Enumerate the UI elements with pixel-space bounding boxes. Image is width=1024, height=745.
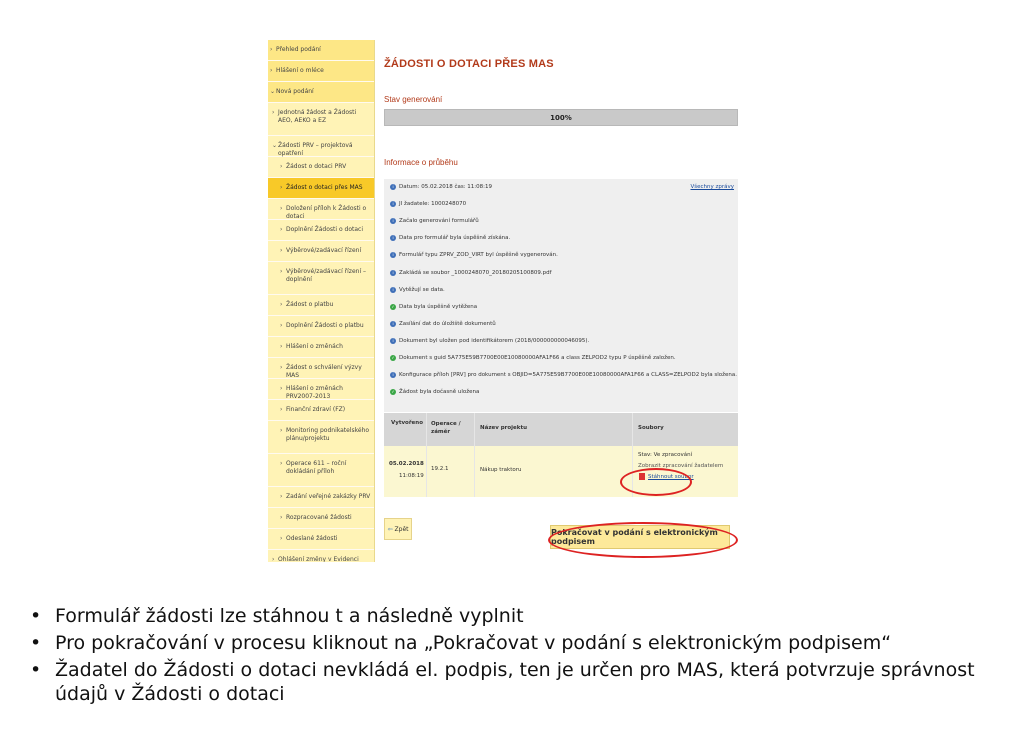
info-icon: i <box>390 201 396 207</box>
sidebar-item-label: Doplnění Žádosti o dotaci <box>286 226 364 233</box>
chevron-icon: › <box>280 385 283 392</box>
info-icon: i <box>390 235 396 241</box>
log-entry-text: Žádost byla dočasně uložena <box>399 389 480 396</box>
header-created: Vytvořeno <box>391 420 423 426</box>
log-entry <box>390 287 445 293</box>
chevron-icon: › <box>272 109 275 116</box>
cell-operation: 19.2.1 <box>431 466 449 472</box>
sidebar-item-label: Žádost o platbu <box>286 301 334 308</box>
info-icon: i <box>390 287 396 293</box>
log-entry-text: Dokument s guid 5A775E59B7700E00E10080000AFA1F66 a class ZELPOD2 typu P úspěšně založen. <box>399 355 676 361</box>
bullet-dot-icon: • <box>30 605 42 627</box>
cell-status-note: Zobrazit zpracování žadatelem <box>638 463 724 469</box>
success-check-icon: ✓ <box>391 355 395 360</box>
all-messages-link[interactable]: Všechny zprávy <box>690 184 734 190</box>
info-icon: i <box>390 270 396 276</box>
log-entry-text: Zasílání dat do úložiště dokumentů <box>399 320 496 327</box>
sidebar-item[interactable] <box>268 157 374 178</box>
log-entry <box>390 304 477 310</box>
bullet-dot-icon: • <box>30 659 42 681</box>
header-files: Soubory <box>638 425 664 431</box>
log-entry-text: Vytěžují se data. <box>399 286 445 293</box>
chevron-icon: ⌄ <box>270 88 276 95</box>
chevron-icon: › <box>270 46 273 53</box>
sidebar-item-label: Doplnění Žádosti o platbu <box>286 322 364 329</box>
log-entry <box>390 321 496 327</box>
generation-section-title: Stav generování <box>384 95 443 104</box>
log-entry <box>390 184 492 190</box>
sidebar-item[interactable] <box>268 136 374 157</box>
cell-date: 05.02.2018 <box>389 461 424 467</box>
back-button-label: Zpět <box>394 525 409 533</box>
column-divider <box>474 413 475 497</box>
log-entry-text: JI žadatele: 1000248070 <box>399 201 467 208</box>
log-entry <box>390 270 552 276</box>
log-entry <box>390 235 510 241</box>
page-title: ŽÁDOSTI O DOTACI PŘES MAS <box>384 58 554 70</box>
download-file-link[interactable]: Stáhnout soubor <box>648 474 694 480</box>
chevron-icon: › <box>280 247 283 254</box>
chevron-icon: › <box>280 301 283 308</box>
chevron-icon: › <box>280 535 283 542</box>
left-navigation <box>268 40 375 562</box>
info-icon: i <box>390 321 396 327</box>
info-icon: i <box>390 372 396 378</box>
bullet-item <box>30 604 1020 628</box>
sidebar-item-label: Žádost o dotaci PRV <box>286 163 347 170</box>
bullet-dot-icon: • <box>30 632 42 654</box>
sidebar-item[interactable] <box>268 262 374 295</box>
log-entry <box>390 355 676 361</box>
sidebar-item[interactable] <box>268 220 374 241</box>
log-entry-text: Začalo generování formulářů <box>399 218 479 225</box>
continue-with-e-signature-button[interactable]: Pokračovat v podání s elektronickým podpisem <box>550 525 730 549</box>
sidebar-item-label: Monitoring podnikatelského plánu/projektu <box>286 427 370 442</box>
sidebar-item[interactable] <box>268 400 374 421</box>
sidebar-item[interactable] <box>268 40 374 61</box>
back-arrow-icon: ⇦ <box>387 525 393 533</box>
sidebar-item-label: Nová podání <box>276 88 314 95</box>
log-entry-text: Formulář typu ZPRV_ZOD_VIRT byl úspěšně vygenerován. <box>399 252 558 259</box>
sidebar-item-label: Žádost o dotaci přes MAS <box>286 184 363 191</box>
sidebar-item-label: Odeslané žádosti <box>286 535 338 542</box>
instruction-bullets <box>30 604 1020 709</box>
table-header <box>384 413 738 446</box>
sidebar-item-label: Výběrové/zadávací řízení – doplnění <box>286 268 367 283</box>
chevron-icon: › <box>280 460 283 467</box>
sidebar-item[interactable] <box>268 61 374 82</box>
cell-time: 11:08:19 <box>399 473 424 479</box>
sidebar-item[interactable] <box>268 103 374 136</box>
success-check-icon: ✓ <box>391 389 395 395</box>
back-button[interactable] <box>384 518 412 540</box>
chevron-icon: › <box>280 163 283 170</box>
info-icon: i <box>390 184 396 190</box>
chevron-icon: › <box>280 427 283 434</box>
log-entry <box>390 252 558 258</box>
sidebar-item-label: Rozpracované žádosti <box>286 514 352 521</box>
log-entry-text: Datum: 05.02.2018 čas: 11:08:19 <box>399 184 493 190</box>
highlight-oval-continue <box>548 522 738 558</box>
sidebar-item[interactable] <box>268 316 374 337</box>
chevron-icon: › <box>280 406 283 413</box>
chevron-icon: › <box>280 493 283 500</box>
sidebar-item[interactable] <box>268 487 374 508</box>
log-entry <box>390 372 737 378</box>
sidebar-item[interactable] <box>268 199 374 220</box>
sidebar-item-label: Žádosti PRV – projektová opatření <box>278 142 353 157</box>
highlight-oval-download <box>620 468 692 496</box>
chevron-icon: › <box>280 184 283 191</box>
sidebar-item-label: Hlášení o změnách PRV2007-2013 <box>286 385 343 400</box>
info-section-title: Informace o průběhu <box>384 158 458 167</box>
bullet-text: Formulář žádosti lze stáhnou t a následně vyplnit <box>55 605 524 627</box>
log-entry <box>390 218 479 224</box>
chevron-icon: › <box>280 343 283 350</box>
sidebar-item[interactable] <box>268 454 374 487</box>
sidebar-item-label: Finanční zdraví (FZ) <box>286 406 346 413</box>
sidebar-item[interactable] <box>268 421 374 454</box>
log-entry-text: Data byla úspěšně vytěžena <box>399 303 478 310</box>
sidebar-item[interactable] <box>268 178 374 199</box>
chevron-icon: › <box>280 268 283 275</box>
log-entry-text: Data pro formulář byla úspěšně získána. <box>399 235 511 242</box>
log-entry <box>390 201 466 207</box>
chevron-icon: › <box>270 67 273 74</box>
sidebar-item-label: Výběrové/zadávací řízení <box>286 247 362 254</box>
chevron-icon: › <box>280 364 283 371</box>
chevron-icon: › <box>280 205 283 212</box>
header-operation: Operace / záměr <box>431 421 461 435</box>
cell-project: Nákup traktoru <box>480 467 522 473</box>
log-entry <box>390 389 479 395</box>
sidebar-item[interactable] <box>268 241 374 262</box>
bullet-item <box>30 631 1020 655</box>
chevron-icon: › <box>280 226 283 233</box>
sidebar-item-label: Přehled podání <box>276 46 321 53</box>
log-entry-text: Zakládá se soubor _1000248070_20180205100809.pdf <box>399 269 552 276</box>
bullet-text: Žadatel do Žádosti o dotaci nevkládá el. podpis, ten je určen pro MAS, která potvrzuje správnost údajů v Žádosti o dotaci <box>55 659 975 705</box>
sidebar-item[interactable] <box>268 82 374 103</box>
header-project-name: Název projektu <box>480 425 527 431</box>
sidebar-item[interactable] <box>268 550 374 562</box>
sidebar-item-label: Jednotná žádost a Žádosti AEO, AEKO a EZ <box>278 109 357 124</box>
sidebar-item[interactable] <box>268 529 374 550</box>
sidebar-item-label: Hlášení o mléce <box>276 67 324 74</box>
generation-progress-bar <box>384 109 738 126</box>
success-check-icon: ✓ <box>391 303 395 309</box>
sidebar-item[interactable] <box>268 379 374 400</box>
info-icon: i <box>390 338 396 344</box>
log-entry <box>390 338 589 344</box>
bullet-item <box>30 658 1020 706</box>
log-entry-text: Dokument byl uložen pod identifikátorem (2018/000000000046095). <box>399 337 590 344</box>
chevron-icon: › <box>280 514 283 521</box>
sidebar-item-label: Hlášení o změnách <box>286 343 343 350</box>
chevron-icon: › <box>272 556 275 562</box>
chevron-icon: › <box>280 322 283 329</box>
bullet-text: Pro pokračování v procesu kliknout na „Pokračovat v podání s elektronickým podpisem“ <box>55 632 892 654</box>
log-entry-text: Konfigurace příloh [PRV] pro dokument s OBJID=5A775E59B7700E00E10080000AFA1F66 a CLASS=ZELPOD2 byla složena. <box>399 372 738 379</box>
progress-log <box>384 179 738 412</box>
sidebar-item-label: Žádost o schválení výzvy MAS <box>286 364 362 379</box>
sidebar-item-label: Zadání veřejné zakázky PRV <box>286 493 371 500</box>
sidebar-item[interactable] <box>268 337 374 358</box>
cell-status: Stav: Ve zpracování <box>638 452 693 458</box>
sidebar-item[interactable] <box>268 358 374 379</box>
sidebar-item-label: Doložení příloh k Žádosti o dotaci <box>286 205 367 220</box>
chevron-icon: ⌄ <box>272 142 278 149</box>
info-icon: i <box>390 218 396 224</box>
sidebar-item-label: Operace 611 – roční dokládání příloh <box>286 460 347 475</box>
column-divider <box>426 413 427 497</box>
sidebar-item-label: Ohlášení změny v Evidenci <box>278 556 359 562</box>
sidebar-item[interactable] <box>268 295 374 316</box>
info-icon: i <box>390 252 396 258</box>
progress-text: 100% <box>550 114 572 122</box>
sidebar-item[interactable] <box>268 508 374 529</box>
